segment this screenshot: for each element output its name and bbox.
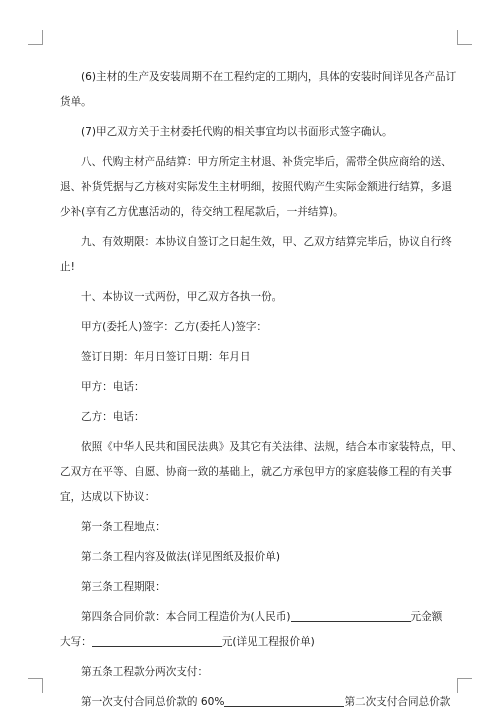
second-payment-text: 第二次支付合同总价款 (344, 696, 451, 708)
document-body (60, 65, 463, 715)
clause-9-validity-line1: 九、有效期限：本协议自签订之日起生效，甲、乙双方结算完毕后，协议自行终 (81, 236, 452, 248)
article-5-payment-line (60, 690, 451, 715)
first-payment-blank[interactable] (224, 694, 344, 707)
clause-8-settlement-line3: 少补(享有乙方优惠活动的，待交纳工程尾款后，一并结算)。 (60, 206, 344, 218)
article-5-payment-heading: 第五条工程款分两次支付： (81, 666, 209, 678)
para-6-install-period-line1: (6)主材的生产及安装周期不在工程约定的工期内，具体的安装时间详见各产品订 (81, 71, 457, 83)
price-uppercase-blank[interactable] (92, 634, 222, 647)
crop-mark-top-left (28, 30, 43, 45)
party-a-phone-line: 甲方：电话： (81, 381, 145, 393)
article-4-price-line2 (60, 630, 442, 655)
article-4-price-after-blank: 元金额 (410, 611, 443, 623)
article-4-price-note: 元(详见工程报价单) (221, 636, 315, 648)
para-7-written-confirmation: (7)甲乙双方关于主材委托代购的相关事宜均以书面形式签字确认。 (81, 126, 393, 138)
clause-10-copies: 十、本协议一式两份，甲乙双方各执一份。 (81, 291, 283, 303)
article-3-period: 第三条工程期限： (81, 581, 166, 593)
article-1-location: 第一条工程地点： (81, 521, 166, 533)
clause-9-validity-line2: 止! (60, 261, 75, 273)
crop-mark-bottom-right (457, 678, 472, 693)
signature-line: 甲方(委托人)签字：乙方(委托人)签字： (81, 321, 268, 333)
first-payment-text: 第一次支付合同总价款的 60% (81, 696, 225, 708)
preamble-line1: 依照《中华人民共和国民法典》及其它有关法律、法规，结合本市家装特点，甲、 (81, 441, 463, 453)
article-2-content: 第二条工程内容及做法(详见图纸及报价单) (81, 551, 280, 563)
article-4-price-prefix: 第四条合同价款：本合同工程造价为(人民币) (81, 611, 291, 623)
crop-mark-top-right (457, 30, 472, 45)
article-4-uppercase-label: 大写： (60, 636, 92, 648)
signing-date-line: 签订日期：年月日签订日期：年月日 (81, 351, 251, 363)
article-4-price-line1 (60, 605, 442, 630)
preamble-line3: 宜，达成以下协议： (60, 491, 156, 503)
preamble-line2: 乙双方在平等、自愿、协商一致的基础上，就乙方承包甲方的家庭装修工程的有关事 (60, 466, 452, 478)
party-b-phone-line: 乙方：电话： (81, 411, 145, 423)
clause-8-settlement-line2: 退、补货凭据与乙方核对实际发生主材明细，按照代购产生实际金额进行结算，多退 (60, 181, 452, 193)
para-6-install-period-line2: 货单。 (60, 96, 92, 108)
crop-mark-bottom-left (28, 678, 43, 693)
price-amount-blank[interactable] (291, 609, 411, 622)
clause-8-settlement-line1: 八、代购主材产品结算：甲方所定主材退、补货完毕后，需带全供应商给的送、 (81, 156, 452, 168)
